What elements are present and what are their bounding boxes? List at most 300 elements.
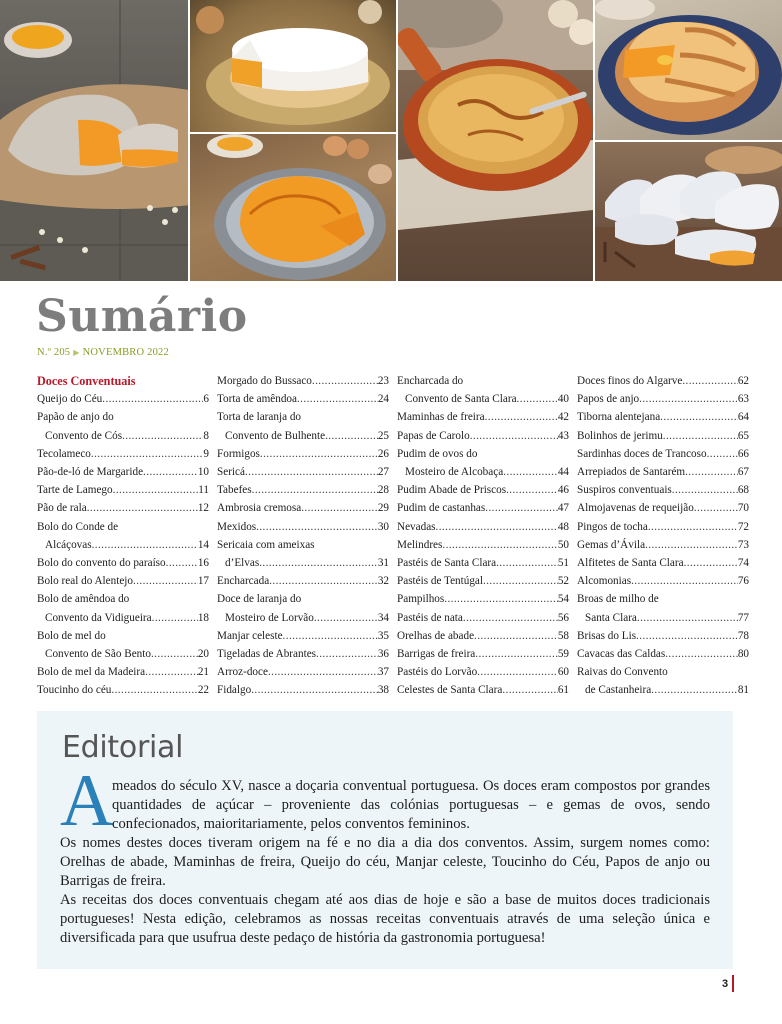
index-entry-title: Ambrosia cremosa — [217, 502, 302, 515]
index-entry-line — [217, 554, 389, 572]
leader-dots — [496, 554, 558, 572]
index-entry-line — [397, 590, 569, 608]
index-entry — [577, 499, 749, 517]
leader-dots — [517, 390, 558, 408]
index-entry-title: Cavacas das Caldas — [577, 648, 666, 661]
index-entry-title: Raivas do Convento — [577, 666, 668, 679]
index-entry-page: 62 — [737, 375, 749, 387]
index-entry-title: Almojavenas de requeijão — [577, 502, 694, 515]
index-entry — [577, 390, 749, 408]
index-entry — [37, 481, 209, 499]
index-entry-line — [397, 536, 569, 554]
index-entry-line — [217, 463, 389, 481]
index-entry-page: 36 — [377, 648, 389, 661]
index-entry-line-first — [37, 408, 209, 426]
index-entry-line — [577, 536, 749, 554]
index-entry-line — [577, 518, 749, 536]
index-entry — [37, 518, 209, 554]
leader-dots — [506, 481, 558, 499]
index-entry-page: 34 — [377, 611, 389, 624]
index-entry-title: Formigos — [217, 447, 260, 460]
index-entry-line-first — [217, 590, 389, 608]
index-entry-line — [217, 372, 389, 390]
index-entry-line — [577, 372, 749, 390]
index-entry-title: Manjar celeste — [217, 629, 283, 642]
editorial-paragraph-1: meados do século XV, nasce a doçaria conventual portuguesa. Os doces eram compostos por grandes quantidades de açúcar – proveniente das colónias portuguesas – e gemas de ovos, sendo confecionados, maioritariamente, pelos conventos femininos. — [112, 778, 710, 832]
index-entry-line — [217, 481, 389, 499]
leader-dots — [502, 681, 557, 699]
index-entry-title: Bolo do Conde de — [37, 520, 119, 533]
index-entry-page: 46 — [557, 484, 569, 497]
index-entry-title: Bolo de mel da Madeira — [37, 666, 146, 679]
index-entry — [577, 445, 749, 463]
index-entry-page: 43 — [557, 429, 569, 442]
index-entry-page: 48 — [557, 520, 569, 533]
index-entry-title: Tigeladas de Abrantes — [217, 648, 317, 661]
index-entry-title: Mosteiro de Alcobaça — [405, 466, 504, 479]
editorial-dropcap: A — [60, 760, 114, 842]
index-column-2 — [217, 372, 389, 700]
index-entry-title: Bolo de mel do — [37, 629, 106, 642]
index-entry — [217, 681, 389, 699]
page-title: Sumário — [36, 291, 248, 342]
index-entry-title: Convento de Cós — [45, 429, 123, 442]
leader-dots — [166, 554, 198, 572]
index-entry-title: Tecolameco — [37, 447, 91, 460]
index-entry-line — [397, 627, 569, 645]
index-entry-page: 16 — [197, 557, 209, 570]
index-entry-title: Tabefes — [217, 484, 252, 497]
leader-dots — [256, 518, 378, 536]
leader-dots — [672, 481, 738, 499]
leader-dots — [483, 572, 558, 590]
index-entry — [577, 663, 749, 699]
index-entry-title: Pastéis de Santa Clara — [397, 557, 497, 570]
index-entry-line — [37, 536, 209, 554]
index-entry — [217, 499, 389, 517]
index-entry-line — [217, 663, 389, 681]
index-entry-page: 22 — [197, 684, 209, 697]
leader-dots — [694, 499, 738, 517]
index-entry-page: 35 — [377, 629, 389, 642]
editorial-paragraph-2: As receitas dos doces conventuais chegam até aos dias de hoje e são a base de muitos doces tradicionais portugueses! Nesta edição, celebramos as nossas receitas conventuais através de uma seleção única e diversificada para que usufrua deste pedaço de história da gastronomia portuguesa! — [60, 892, 710, 946]
index-entry-page: 42 — [557, 411, 569, 424]
index-entry-line — [577, 427, 749, 445]
leader-dots — [685, 463, 738, 481]
index-entry — [397, 427, 569, 445]
index-entry — [397, 408, 569, 426]
index-entry — [217, 390, 389, 408]
index-entry-page: 14 — [197, 538, 209, 551]
index-entry-line-first — [37, 590, 209, 608]
photo-encharcada — [398, 0, 593, 281]
index-entry-title: Fidalgo — [217, 684, 252, 697]
index-entry-page: 65 — [737, 429, 749, 442]
index-entry-page: 9 — [203, 447, 209, 460]
index-entry-title: Sardinhas doces de Trancoso — [577, 447, 707, 460]
index-entry-line — [577, 681, 749, 699]
index-entry-page: 64 — [737, 411, 749, 424]
index-entry-line — [397, 609, 569, 627]
index-column-3 — [397, 372, 569, 700]
photo-bolo-laranja — [190, 134, 396, 281]
index-entry-line — [397, 427, 569, 445]
leader-dots — [92, 536, 198, 554]
index-entry-page: 81 — [737, 684, 749, 697]
index-entry-line — [37, 481, 209, 499]
index-entry-page: 54 — [557, 593, 569, 606]
index-entry — [37, 499, 209, 517]
index-entry-title: Maminhas de freira — [397, 411, 485, 424]
index-entry — [397, 554, 569, 572]
leader-dots — [474, 627, 558, 645]
index-entry-line — [217, 645, 389, 663]
index-entry — [577, 645, 749, 663]
index-entry-line-first — [577, 590, 749, 608]
index-entry-page: 31 — [377, 557, 389, 570]
index-entry — [577, 481, 749, 499]
index-entry-line-first — [397, 445, 569, 463]
index-entry — [577, 408, 749, 426]
leader-dots — [485, 499, 558, 517]
index-entry-page: 61 — [557, 684, 569, 697]
index-entry-title: Papas de Carolo — [397, 429, 470, 442]
leader-dots — [645, 536, 738, 554]
leader-dots — [475, 645, 558, 663]
index-entry-page: 18 — [197, 611, 209, 624]
leader-dots — [87, 499, 198, 517]
index-entry-title: Papão de anjo do — [37, 411, 114, 424]
index-entry — [397, 445, 569, 481]
index-entry-title: Santa Clara — [585, 611, 637, 624]
leader-dots — [637, 609, 738, 627]
index-entry-line — [397, 481, 569, 499]
index-entry-page: 67 — [737, 466, 749, 479]
index-entry-page: 68 — [737, 484, 749, 497]
index-entry-title: Mexidos — [217, 520, 257, 533]
index-entry-line — [577, 499, 749, 517]
index-entry-line — [577, 481, 749, 499]
index-entry-title: Pudim de castanhas — [397, 502, 486, 515]
leader-dots — [301, 499, 378, 517]
photo-strip — [0, 0, 782, 281]
index-entry — [397, 372, 569, 408]
index-entry-line — [397, 681, 569, 699]
page-number: 3 — [722, 978, 729, 990]
index-entry-line — [217, 609, 389, 627]
index-entry-line — [217, 445, 389, 463]
index-entry-page: 59 — [557, 648, 569, 661]
index-entry-title: Morgado do Bussaco — [217, 375, 312, 387]
leader-dots — [477, 663, 558, 681]
index-entry-page: 23 — [377, 375, 389, 387]
leader-dots — [485, 408, 558, 426]
leader-dots — [151, 645, 198, 663]
index-entry-line — [37, 681, 209, 699]
index-entry-page: 8 — [203, 429, 209, 442]
index-entry-page: 58 — [557, 629, 569, 642]
leader-dots — [268, 663, 378, 681]
index-entry-title: Melindres — [397, 538, 443, 551]
index-entry-title: Barrigas de freira — [397, 648, 476, 661]
leader-dots — [102, 390, 203, 408]
index-entry-line — [37, 390, 209, 408]
index-entry — [397, 663, 569, 681]
index-entry-line — [577, 463, 749, 481]
leader-dots — [91, 445, 204, 463]
page-number-bar — [732, 975, 734, 992]
leader-dots — [639, 390, 738, 408]
index-entry — [577, 572, 749, 590]
leader-dots — [503, 463, 558, 481]
index-entry — [577, 463, 749, 481]
leader-dots — [470, 427, 558, 445]
index-entry-line — [37, 645, 209, 663]
index-entry-page: 50 — [557, 538, 569, 551]
index-entry-line — [37, 572, 209, 590]
index-entry — [37, 590, 209, 626]
index-entry-title: Encharcada — [217, 575, 270, 588]
index-column-1 — [37, 372, 209, 700]
index-entry-page: 38 — [377, 684, 389, 697]
index-entry-line-first — [217, 408, 389, 426]
index-entry-line — [217, 518, 389, 536]
photo-queijo-do-ceu — [190, 0, 396, 132]
issue-number: N.º 205 — [37, 347, 71, 358]
photo-pao-de-lo — [0, 0, 188, 281]
index-entry-page: 66 — [737, 447, 749, 460]
index-entry-title: Papos de anjo — [577, 393, 640, 406]
index-entry — [577, 627, 749, 645]
index-entry — [217, 536, 389, 572]
index-entry-page: 10 — [197, 466, 209, 479]
leader-dots — [444, 590, 558, 608]
index-entry — [397, 499, 569, 517]
index-entry — [37, 408, 209, 444]
index-entry-page: 20 — [197, 648, 209, 661]
index-entry-title: Convento da Vidigueira — [45, 611, 152, 624]
index-entry-page: 51 — [557, 557, 569, 570]
index-entry-line — [37, 609, 209, 627]
index-entry — [37, 572, 209, 590]
index-entry-page: 74 — [737, 557, 749, 570]
index-entry — [217, 463, 389, 481]
leader-dots — [111, 681, 197, 699]
index-entry-title: Arrepiados de Santarém — [577, 466, 686, 479]
leader-dots — [631, 572, 738, 590]
index-entry — [217, 590, 389, 626]
index-entry-page: 52 — [557, 575, 569, 588]
index-entry-title: Torta de laranja do — [217, 411, 302, 424]
index-entry-title: Doces finos do Algarve — [577, 375, 683, 387]
photo-tarte — [595, 0, 782, 140]
index-entry-title: Convento de Santa Clara — [405, 393, 517, 406]
index-entry-line — [397, 554, 569, 572]
index-entry-title: Alfitetes de Santa Clara — [577, 557, 684, 570]
editorial-paragraph-1-continued: Os nomes destes doces tiveram origem na fé e no dia a dia dos conventos. Assim, surgem nomes como: Orelhas de abade, Maminhas de freira, Queijo do céu, Manjar celeste, Toucinho do Céu, Papos de anjo ou Barrigas de freira. — [60, 835, 710, 889]
index-entry-line-first — [37, 627, 209, 645]
index-entry-line — [397, 463, 569, 481]
index-entry-line — [217, 427, 389, 445]
index-entry — [217, 372, 389, 390]
index-entry-title: Pastéis de nata — [397, 611, 463, 624]
index-entry-title: Torta de amêndoa — [217, 393, 297, 406]
index-entry-line — [577, 408, 749, 426]
index-entry-page: 12 — [197, 502, 209, 515]
leader-dots — [133, 572, 198, 590]
index-entry-page: 80 — [737, 648, 749, 661]
index-entry-title: Nevadas — [397, 520, 436, 533]
index-column-4 — [577, 372, 749, 700]
index-entry-page: 72 — [737, 520, 749, 533]
index-entry-title: Bolo real do Alentejo — [37, 575, 134, 588]
index-entry-title: Toucinho do céu — [37, 684, 112, 697]
leader-dots — [651, 681, 738, 699]
index-entry-title: Mosteiro de Lorvão — [225, 611, 314, 624]
index-entry — [397, 536, 569, 554]
index-entry — [217, 518, 389, 536]
leader-dots — [297, 390, 378, 408]
leader-dots — [636, 627, 738, 645]
index-entry-page: 24 — [377, 393, 389, 406]
index-entry — [577, 554, 749, 572]
index-entry — [217, 572, 389, 590]
index-entry — [397, 645, 569, 663]
index-entry-page: 63 — [737, 393, 749, 406]
index-entry-line — [397, 663, 569, 681]
index-entry-line-first — [37, 518, 209, 536]
index-entry-title: Bolo de amêndoa do — [37, 593, 130, 606]
index-entry-title: Celestes de Santa Clara — [397, 684, 503, 697]
index-entry-title: Tarte de Lamego — [37, 484, 113, 497]
leader-dots — [245, 463, 378, 481]
index-entry-title: Convento de São Bento — [45, 648, 151, 661]
leader-dots — [251, 681, 378, 699]
leader-dots — [660, 408, 738, 426]
index-entry-line — [577, 627, 749, 645]
leader-dots — [665, 645, 738, 663]
index-entry-page: 40 — [557, 393, 569, 406]
index-entry — [217, 627, 389, 645]
index-entry — [37, 627, 209, 663]
index-entry-page: 56 — [557, 611, 569, 624]
index-entry-page: 37 — [377, 666, 389, 679]
leader-dots — [325, 427, 378, 445]
leader-dots — [152, 609, 198, 627]
index-entry-line — [397, 572, 569, 590]
photo-pasteis — [595, 142, 782, 281]
index-entry-title: Pastéis de Tentúgal — [397, 575, 484, 588]
leader-dots — [143, 463, 198, 481]
index-entry-title: Tiborna alentejana — [577, 411, 661, 424]
issue-date: NOVEMBRO 2022 — [82, 347, 169, 358]
index-entry-page: 27 — [377, 466, 389, 479]
index-entry — [37, 554, 209, 572]
leader-dots — [663, 427, 738, 445]
index-entry-line — [577, 645, 749, 663]
index-entry-page: 30 — [377, 520, 389, 533]
index-entry-line — [217, 499, 389, 517]
index-entry — [217, 663, 389, 681]
index-entry-page: 25 — [377, 429, 389, 442]
index-entry-page: 70 — [737, 502, 749, 515]
leader-dots — [682, 372, 737, 390]
index-entry-line — [37, 663, 209, 681]
index-entry-page: 6 — [203, 393, 209, 406]
index-entry — [397, 627, 569, 645]
index-entry-title: Pudim Abade de Priscos — [397, 484, 507, 497]
index-entry-line-first — [217, 536, 389, 554]
index-entry-line — [577, 390, 749, 408]
index-entry-title: Alcomonias — [577, 575, 632, 588]
index-entry — [397, 572, 569, 590]
index-entry-line — [37, 554, 209, 572]
index-entry-title: Sericá — [217, 466, 245, 479]
issue-line — [37, 347, 169, 358]
index-entry-title: d’Elvas — [225, 557, 260, 570]
index-entry-title: Pão de rala — [37, 502, 87, 515]
index-entry-line — [397, 408, 569, 426]
index-entry-line — [37, 463, 209, 481]
leader-dots — [314, 609, 378, 627]
index-entry-page: 17 — [197, 575, 209, 588]
index-entry-page: 28 — [377, 484, 389, 497]
index-entry-page: 76 — [737, 575, 749, 588]
leader-dots — [259, 554, 378, 572]
index-entry-title: de Castanheira — [585, 684, 652, 697]
leader-dots — [269, 572, 378, 590]
index-entry-line — [37, 445, 209, 463]
index-entry-line — [577, 572, 749, 590]
index-entry-page: 78 — [737, 629, 749, 642]
index-entry — [217, 645, 389, 663]
index-entry-title: Bolo do convento do paraíso — [37, 557, 166, 570]
index-entry-line-first — [397, 372, 569, 390]
index-entry-line — [577, 609, 749, 627]
index-entry-line — [217, 390, 389, 408]
leader-dots — [260, 445, 378, 463]
index-entry — [397, 590, 569, 608]
index-entry — [37, 681, 209, 699]
index-entry-page: 44 — [557, 466, 569, 479]
leader-dots — [145, 663, 198, 681]
index-entry-title: Convento de Bulhente — [225, 429, 326, 442]
index-entry — [37, 445, 209, 463]
index-entry-page: 73 — [737, 538, 749, 551]
index-entry-title: Doce de laranja do — [217, 593, 302, 606]
leader-dots — [684, 554, 738, 572]
index-entry-title: Pão-de-ló de Margaride — [37, 466, 144, 479]
index-entry — [397, 681, 569, 699]
index-entry-line — [37, 427, 209, 445]
index-entry-line — [577, 445, 749, 463]
index-entry-title: Pudim de ovos do — [397, 447, 478, 460]
index-entry-page: 29 — [377, 502, 389, 515]
index-entry-line — [217, 681, 389, 699]
index-entry-title: Pingos de tocha — [577, 520, 648, 533]
index-entry-page: 11 — [198, 484, 209, 497]
editorial-title: Editorial — [62, 730, 184, 765]
index-entry — [397, 518, 569, 536]
leader-dots — [283, 627, 378, 645]
index-entry — [577, 518, 749, 536]
index-entry-page: 32 — [377, 575, 389, 588]
index-entry-page: 77 — [737, 611, 749, 624]
index-entry-title: Gemas d’Ávila — [577, 538, 646, 551]
leader-dots — [442, 536, 557, 554]
triangle-arrow-icon: ▶ — [73, 348, 80, 357]
index-entry-title: Encharcada do — [397, 375, 464, 387]
